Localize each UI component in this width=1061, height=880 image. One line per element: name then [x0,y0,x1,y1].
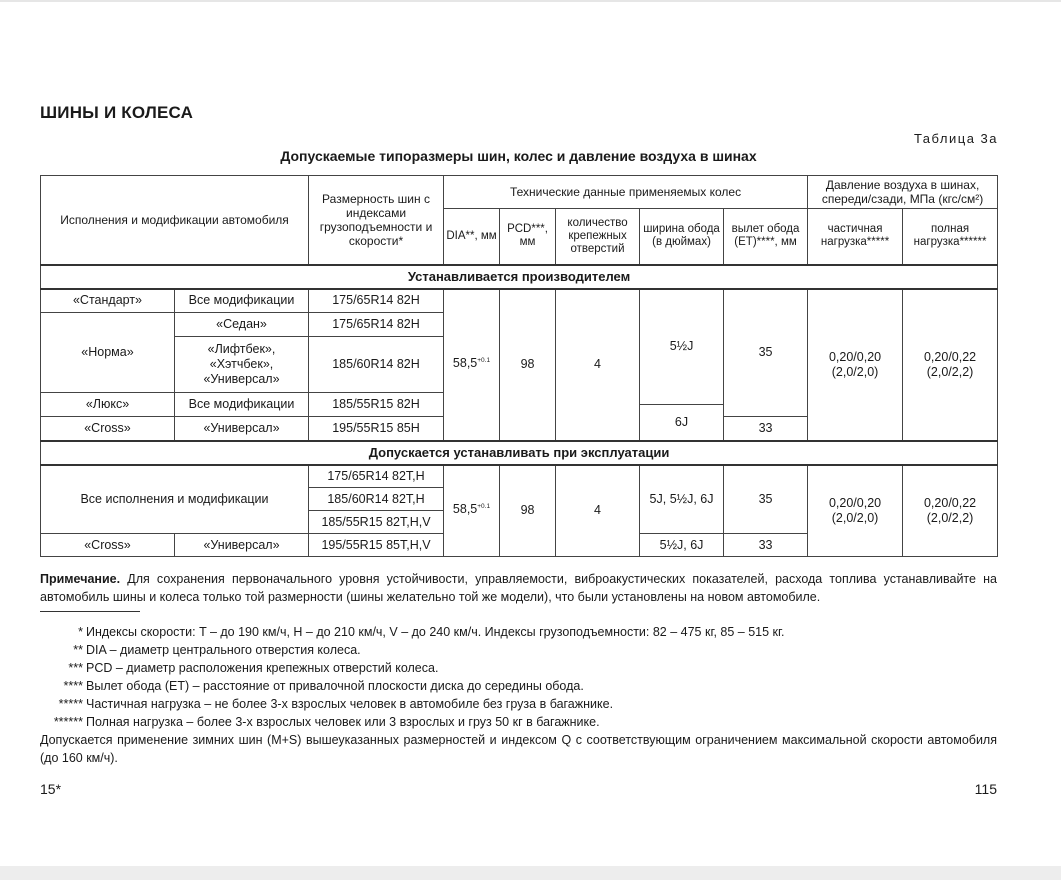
header-dia: DIA**, мм [444,209,500,265]
page-number-left: 15* [40,781,62,797]
cell-partial: 0,20/0,20 (2,0/2,0) [808,465,903,557]
header-pressure: Давление воздуха в шинах, спереди/сзади, МПа (кгс/см²) [808,176,998,209]
cell-tire: 175/65R14 82H [309,313,444,337]
header-tire-size: Размерность шин с индексами грузоподъемности и скорости* [309,176,444,265]
table-number: Таблица 3а [913,131,998,146]
table-title: Допускаемые типоразмеры шин, колес и давление воздуха в шинах [280,148,757,164]
cell-et: 35 [724,465,808,534]
footnote: *** PCD – диаметр расположения крепежных отверстий колеса. [68,661,439,675]
cell-tire: 195/55R15 85T,H,V [309,534,444,557]
cell-tire: 185/60R14 82T,H [309,488,444,511]
note-paragraph [40,570,997,606]
cell-rim-width: 5J, 5½J, 6J [640,465,724,534]
cell-pcd: 98 [500,289,556,441]
cell-universal: «Универсал» [175,417,309,441]
winter-tires-note: Допускается применение зимних шин (M+S) вышеуказанных размерностей и индексом Q с соответствующим ограничением максимальной скорости автомобиля (до 160 км/ч). [40,733,997,765]
header-holes: количество крепежных отверстий [556,209,640,265]
footnote: * Индексы скорости: T – до 190 км/ч, H – до 210 км/ч, V – до 240 км/ч. Индексы грузоподъемности: 82 – 475 кг, 85 – 515 кг. [78,625,785,639]
header-pcd: PCD***, мм [500,209,556,265]
footnote-divider [40,611,140,612]
cell-cross: «Cross» [41,417,175,441]
cell-pcd: 98 [500,465,556,557]
cell-et: 33 [724,417,808,441]
cell-cross: «Cross» [41,534,175,557]
cell-rim-width: 5½J [640,289,724,405]
cell-tire: 185/60R14 82H [309,337,444,393]
cell-tire: 175/65R14 82H [309,289,444,313]
cell-holes: 4 [556,289,640,441]
cell-dia: $58,5^{+0.1}$ [444,465,500,557]
cell-full: 0,20/0,22 (2,0/2,2) [903,289,998,441]
tire-spec-table [40,175,998,557]
cell-universal: «Универсал» [175,534,309,557]
cell-tire: 195/55R15 85H [309,417,444,441]
cell-full: 0,20/0,22 (2,0/2,2) [903,465,998,557]
cell-norma: «Норма» [41,313,175,393]
cell-all-mods: Все модификации [175,393,309,417]
cell-tire: 185/55R15 82T,H,V [309,511,444,534]
cell-rim-width: 5½J, 6J [640,534,724,557]
cell-et: 33 [724,534,808,557]
header-et: вылет обода (ET)****, мм [724,209,808,265]
cell-standard: «Стандарт» [41,289,175,313]
footnote: **** Вылет обода (ET) – расстояние от привалочной плоскости диска до середины обода. [63,679,584,693]
note-label: Примечание. [40,572,121,586]
cell-sedan: «Седан» [175,313,309,337]
header-wheel-tech: Технические данные применяемых колес [444,176,808,209]
header-rim-width: ширина обода (в дюймах) [640,209,724,265]
cell-tire: 175/65R14 82T,H [309,465,444,488]
header-full: полная нагрузка****** [903,209,998,265]
cell-all-mods: Все модификации [175,289,309,313]
footnote: ***** Частичная нагрузка – не более 3-х взрослых человек в автомобиле без груза в багажнике. [58,697,614,711]
page-number-right: 115 [974,781,997,797]
note-text: Для сохранения первоначального уровня устойчивости, управляемости, виброакустических показателей, расхода топлива устанавливайте на автомобиль шины и колеса только той размерности (шины желательно той же модели), что были установлены на новом автомобиле. [40,572,997,604]
cell-rim-width: 6J [640,405,724,441]
bottom-edge [0,866,1061,880]
cell-all-versions: Все исполнения и модификации [41,465,309,534]
cell-dia: $58,5^{+0.1}$ [444,289,500,441]
footnote: ** DIA – диаметр центрального отверстия колеса. [73,643,361,657]
section-title: ШИНЫ И КОЛЕСА [40,103,194,122]
cell-holes: 4 [556,465,640,557]
cell-et: 35 [724,289,808,417]
cell-partial: 0,20/0,20 (2,0/2,0) [808,289,903,441]
footnote: ****** Полная нагрузка – более 3-х взрослых человек или 3 взрослых и груз 50 кг в багажнике. [53,715,600,729]
header-partial: частичная нагрузка***** [808,209,903,265]
band-operation: Допускается устанавливать при эксплуатации [41,441,998,465]
cell-lux: «Люкс» [41,393,175,417]
header-versions: Исполнения и модификации автомобиля [41,176,309,265]
cell-body-types: «Лифтбек», «Хэтчбек», «Универсал» [175,337,309,393]
top-edge [0,0,1061,2]
cell-tire: 185/55R15 82H [309,393,444,417]
band-factory: Устанавливается производителем [41,265,998,289]
